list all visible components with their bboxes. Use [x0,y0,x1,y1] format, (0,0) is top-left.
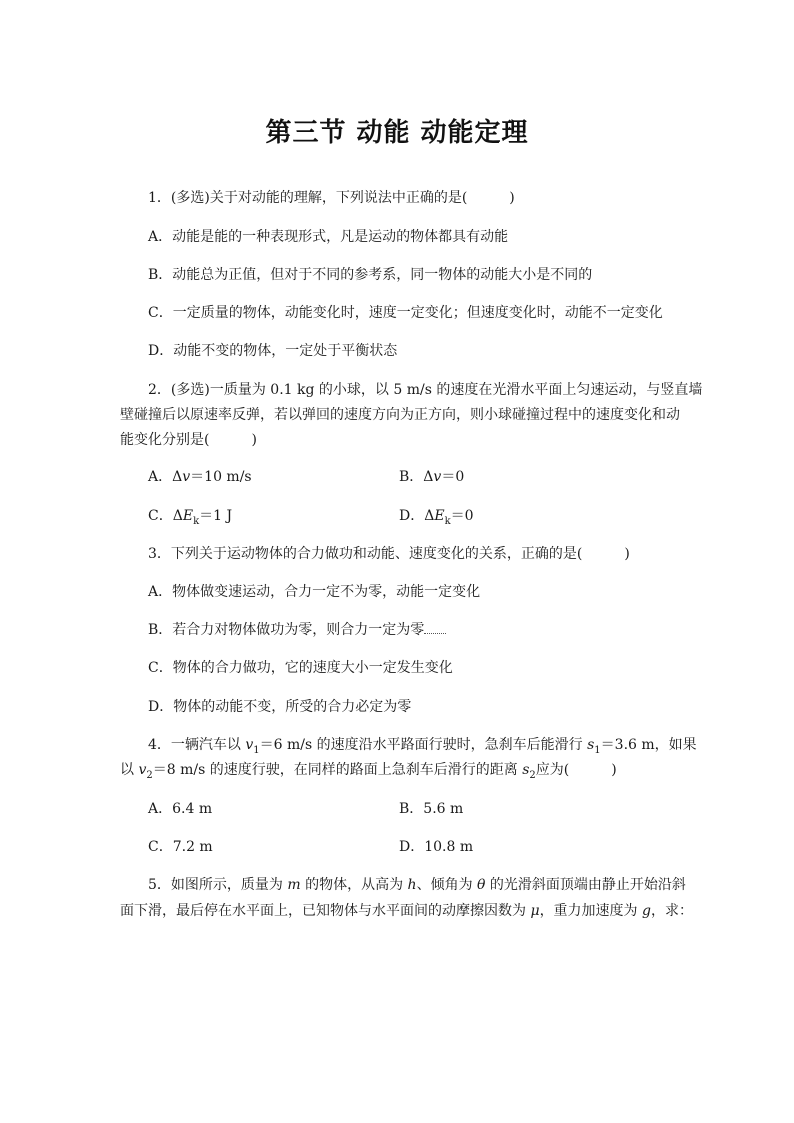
q4-v1-sub: 1 [253,744,260,756]
q4-text-a: 4．一辆汽车以 [148,737,246,753]
q1-option-b: B．动能总为正值，但对于不同的参考系，同一物体的动能大小是不同的 [148,267,593,283]
q2-stem-line1: 2．(多选)一质量为 0.1 kg 的小球，以 5 m/s 的速度在光滑水平面上匀速运动，与竖直墙 [148,382,703,398]
q3-b-text: B．若合力对物体做功为零，则合力一定为零 [148,622,425,638]
q4-option-b: B．5.6 m [399,801,464,817]
q1-option-a: A．动能是能的一种表现形式，凡是运动的物体都具有动能 [148,229,509,245]
q3-option-d: D．物体的动能不变，所受的合力必定为零 [148,699,412,715]
q5-angle: θ [477,877,486,893]
q2-c-var: E [182,508,194,524]
q4-text-e: ＝8 m/s 的速度行驶，在同样的路面上急刹车后滑行的距离 [152,762,523,778]
q4-s1-sub: 1 [594,744,601,756]
q3-option-c: C．物体的合力做功，它的速度大小一定发生变化 [148,660,453,676]
q5-stem-line1 [148,875,686,895]
q4-text-d: 以 [120,762,139,778]
q3-option-a: A．物体做变速运动，合力一定不为零，动能一定变化 [148,584,481,600]
q5-text-e: 面下滑，最后停在水平面上，已知物体与水平面间的动摩擦因数为 [120,903,531,919]
q5-text-c: 、倾角为 [416,877,478,893]
q1-option-c: C．一定质量的物体，动能变化时，速度一定变化；但速度变化时，动能不一定变化 [148,305,663,321]
q4-s2-sub: 2 [529,769,536,781]
q5-text-d: 的光滑斜面顶端由静止开始沿斜 [485,877,686,893]
q2-stem-line3: 能变化分别是( ) [120,432,257,448]
q5-height: h [407,877,417,893]
q2-option-a [148,467,252,487]
q2-d-rest: ＝0 [450,508,474,524]
q5-text-a: 5．如图所示，质量为 [148,877,288,893]
q4-option-d: D．10.8 m [399,839,474,855]
q4-stem-line1 [148,735,697,761]
q2-option-d [399,506,474,532]
q2-b-label: B．Δ [399,469,434,485]
q2-c-label: C．Δ [148,508,183,524]
q4-text-f: 应为( ) [535,762,617,778]
q5-mass: m [287,877,301,893]
q2-option-c [148,506,232,532]
q4-v1: v [245,737,254,753]
q1-stem: 1．(多选)关于对动能的理解，下列说法中正确的是( ) [148,190,515,206]
q4-s2: s [522,762,530,778]
q4-s1: s [587,737,595,753]
q2-d-var: E [434,508,445,524]
q2-d-sub: k [444,515,451,527]
page-title: 第三节 动能 动能定理 [265,118,529,148]
q2-stem-line2: 壁碰撞后以原速率反弹，若以弹回的速度方向为正方向，则小球碰撞过程中的速度变化和动 [120,407,680,423]
q2-a-rest: ＝10 m/s [190,469,252,485]
q5-text-g: ，求： [650,903,693,919]
q4-stem-line2 [120,760,617,786]
q2-d-label: D．Δ [399,508,435,524]
q2-b-rest: ＝0 [441,469,465,485]
q2-a-var: v [182,469,191,485]
q2-c-sub: k [193,515,200,527]
q2-option-b [399,467,464,487]
q3-option-b [148,620,446,640]
q1-option-d: D．动能不变的物体，一定处于平衡状态 [148,343,398,359]
q2-a-label: A．Δ [148,469,183,485]
q5-stem-line2 [120,901,693,921]
q4-text-b: ＝6 m/s 的速度沿水平路面行驶时，急刹车后能滑行 [259,737,588,753]
q4-v2-sub: 2 [146,769,153,781]
q5-text-b: 的物体，从高为 [300,877,408,893]
q4-text-c: ＝3.6 m，如果 [600,737,697,753]
q2-b-var: v [433,469,442,485]
q4-v2: v [138,762,147,778]
q4-option-c: C．7.2 m [148,839,213,855]
q2-c-rest: ＝1 J [199,508,233,524]
q3-b-mark [424,621,446,634]
q5-g: g [642,903,651,919]
q5-mu: μ [530,903,540,919]
q3-stem: 3．下列关于运动物体的合力做功和动能、速度变化的关系，正确的是( ) [148,546,630,562]
q4-option-a: A．6.4 m [148,801,213,817]
q5-text-f: ，重力加速度为 [539,903,643,919]
